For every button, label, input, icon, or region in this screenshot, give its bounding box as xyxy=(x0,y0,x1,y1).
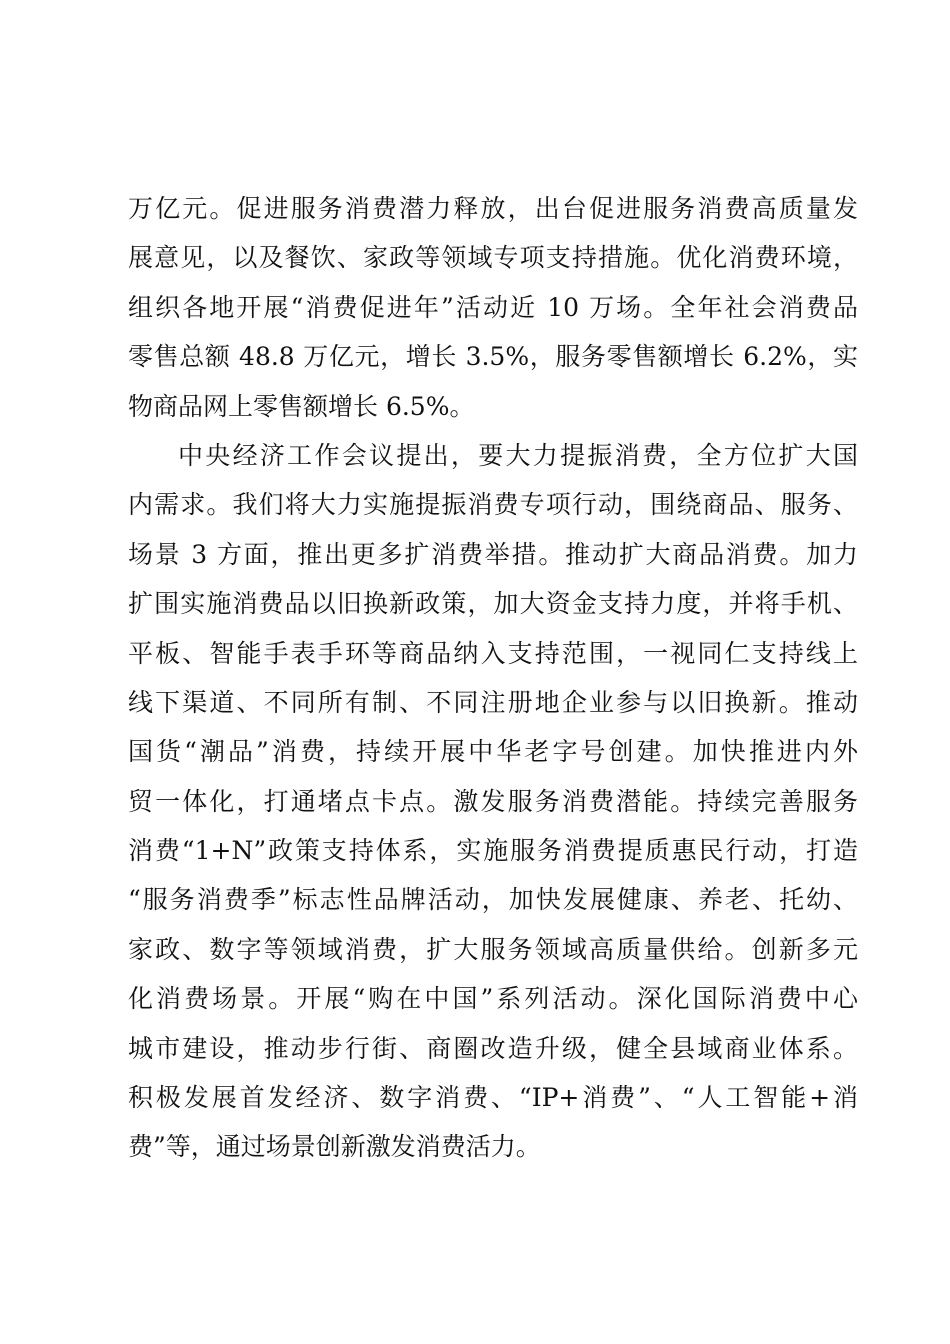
body-text xyxy=(128,184,858,1172)
text-line: “服务消费季”标志性品牌活动，加快发展健康、养老、托幼、 xyxy=(128,885,858,915)
paragraph xyxy=(128,184,858,431)
text-line: 城市建设，推动步行街、商圈改造升级，健全县域商业体系。 xyxy=(128,1033,858,1063)
text-line: 展意见，以及餐饮、家政等领域专项支持措施。优化消费环境， xyxy=(128,243,858,273)
text-line: 内需求。我们将大力实施提振消费专项行动，围绕商品、服务、 xyxy=(128,490,858,520)
text-line: 平板、智能手表手环等商品纳入支持范围，一视同仁支持线上 xyxy=(128,638,858,668)
text-line: 线下渠道、不同所有制、不同注册地企业参与以旧换新。推动 xyxy=(128,687,858,717)
text-line: 中央经济工作会议提出，要大力提振消费，全方位扩大国 xyxy=(178,440,858,470)
text-line: 万亿元。促进服务消费潜力释放，出台促进服务消费高质量发 xyxy=(128,194,858,223)
paragraph xyxy=(128,431,858,1172)
text-line: 费”等，通过场景创新激发消费活力。 xyxy=(128,1132,541,1162)
text-line: 化消费场景。开展“购在中国”系列活动。深化国际消费中心 xyxy=(128,984,858,1014)
text-line: 国货“潮品”消费，持续开展中华老字号创建。加快推进内外 xyxy=(128,737,858,767)
text-line: 组织各地开展“消费促进年”活动近 10 万场。全年社会消费品 xyxy=(128,292,858,322)
text-line: 贸一体化，打通堵点卡点。激发服务消费潜能。持续完善服务 xyxy=(128,786,858,816)
text-line: 家政、数字等领域消费，扩大服务领域高质量供给。创新多元 xyxy=(128,934,858,964)
text-line: 消费“1+N”政策支持体系，实施服务消费提质惠民行动，打造 xyxy=(128,836,858,866)
text-line: 场景 3 方面，推出更多扩消费举措。推动扩大商品消费。加力 xyxy=(128,539,858,569)
text-line: 物商品网上零售额增长 6.5%。 xyxy=(128,391,475,421)
text-line: 积极发展首发经济、数字消费、“IP+消费”、“人工智能+消 xyxy=(128,1083,858,1113)
text-line: 扩围实施消费品以旧换新政策，加大资金支持力度，并将手机、 xyxy=(128,589,858,619)
text-line: 零售总额 48.8 万亿元，增长 3.5%，服务零售额增长 6.2%，实 xyxy=(128,342,858,372)
